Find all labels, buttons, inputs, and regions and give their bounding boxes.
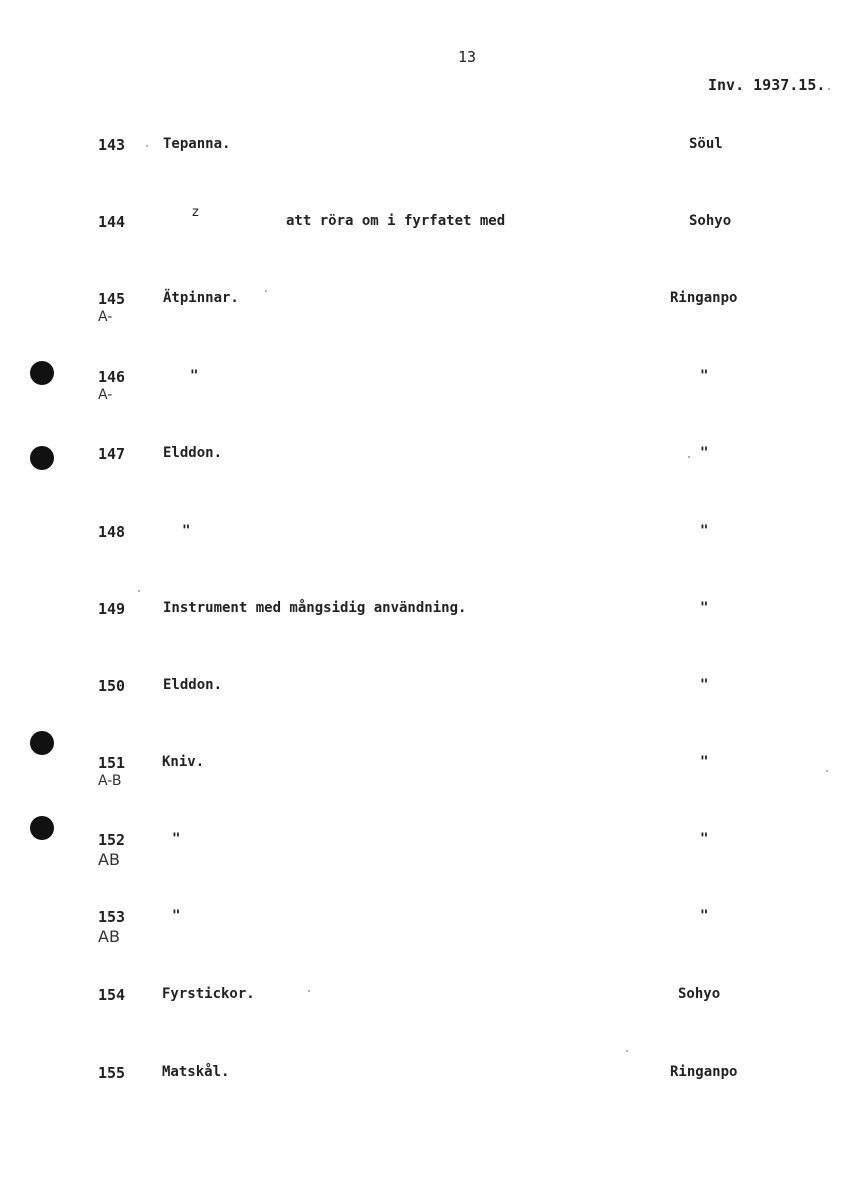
catalog-row <box>0 677 860 717</box>
catalog-row <box>0 368 860 408</box>
item-place: Sohyo <box>689 213 732 229</box>
catalog-row <box>0 986 860 1026</box>
item-number: 154 <box>98 986 126 1004</box>
catalog-row <box>0 831 860 871</box>
scan-speck <box>265 290 267 292</box>
item-description: Ätpinnar. <box>163 290 239 306</box>
catalog-row <box>0 908 860 948</box>
catalog-row <box>0 290 860 330</box>
catalog-row <box>0 523 860 563</box>
item-number: 144 <box>98 213 126 231</box>
ditto-mark: " <box>700 831 709 847</box>
item-number: 148 <box>98 523 126 541</box>
catalog-row <box>0 445 860 485</box>
item-place: Ringanpo <box>670 1064 738 1080</box>
ditto-mark: " <box>172 908 181 924</box>
handwritten-annotation: A- <box>98 387 113 403</box>
item-description: att röra om i fyrfatet med <box>286 213 506 229</box>
item-number: 153 <box>98 908 126 926</box>
scan-speck <box>828 88 830 90</box>
scan-speck <box>138 590 140 592</box>
handwritten-annotation: AB <box>98 850 120 869</box>
handwritten-annotation: A-B <box>98 773 122 789</box>
catalog-row <box>0 1064 860 1104</box>
scan-speck <box>826 770 828 772</box>
handwritten-annotation: AB <box>98 927 120 946</box>
ditto-mark: " <box>700 677 709 693</box>
catalog-row <box>0 136 860 176</box>
item-number: 155 <box>98 1064 126 1082</box>
item-description: Instrument med mångsidig användning. <box>163 600 467 616</box>
scan-speck <box>626 1050 628 1052</box>
item-description: Fyrstickor. <box>162 986 255 1002</box>
ditto-mark: " <box>700 523 709 539</box>
item-number: 146 <box>98 368 126 386</box>
ditto-mark: " <box>182 523 191 539</box>
ditto-mark: " <box>700 600 709 616</box>
ditto-mark: " <box>190 368 199 384</box>
item-number: 149 <box>98 600 126 618</box>
item-description: Kniv. <box>162 754 205 770</box>
item-description: Elddon. <box>163 445 223 461</box>
item-description: Tepanna. <box>163 136 231 152</box>
ditto-mark: " <box>700 445 709 461</box>
item-description: Matskål. <box>162 1064 230 1080</box>
inventory-number: Inv. 1937.15. <box>708 76 826 94</box>
item-number: 150 <box>98 677 126 695</box>
ditto-mark: " <box>700 754 709 770</box>
item-number: 147 <box>98 445 126 463</box>
item-place: Söul <box>689 136 723 152</box>
catalog-row <box>0 600 860 640</box>
handwritten-annotation: A- <box>98 309 113 325</box>
scan-speck <box>308 990 310 992</box>
page-number: 13 <box>458 48 477 66</box>
item-number: 143 <box>98 136 126 154</box>
scan-speck <box>688 456 690 458</box>
item-description: Elddon. <box>163 677 223 693</box>
ditto-mark: " <box>700 368 709 384</box>
item-place: Ringanpo <box>670 290 738 306</box>
ditto-mark: " <box>172 831 181 847</box>
catalog-row <box>0 205 860 253</box>
handwritten-mark: z <box>192 205 199 220</box>
binder-hole <box>30 731 54 755</box>
item-place: Sohyo <box>678 986 721 1002</box>
item-number: 145 <box>98 290 126 308</box>
catalog-row <box>0 754 860 794</box>
ditto-mark: " <box>700 908 709 924</box>
scan-speck <box>146 145 148 147</box>
item-number: 152 <box>98 831 126 849</box>
item-number: 151 <box>98 754 126 772</box>
